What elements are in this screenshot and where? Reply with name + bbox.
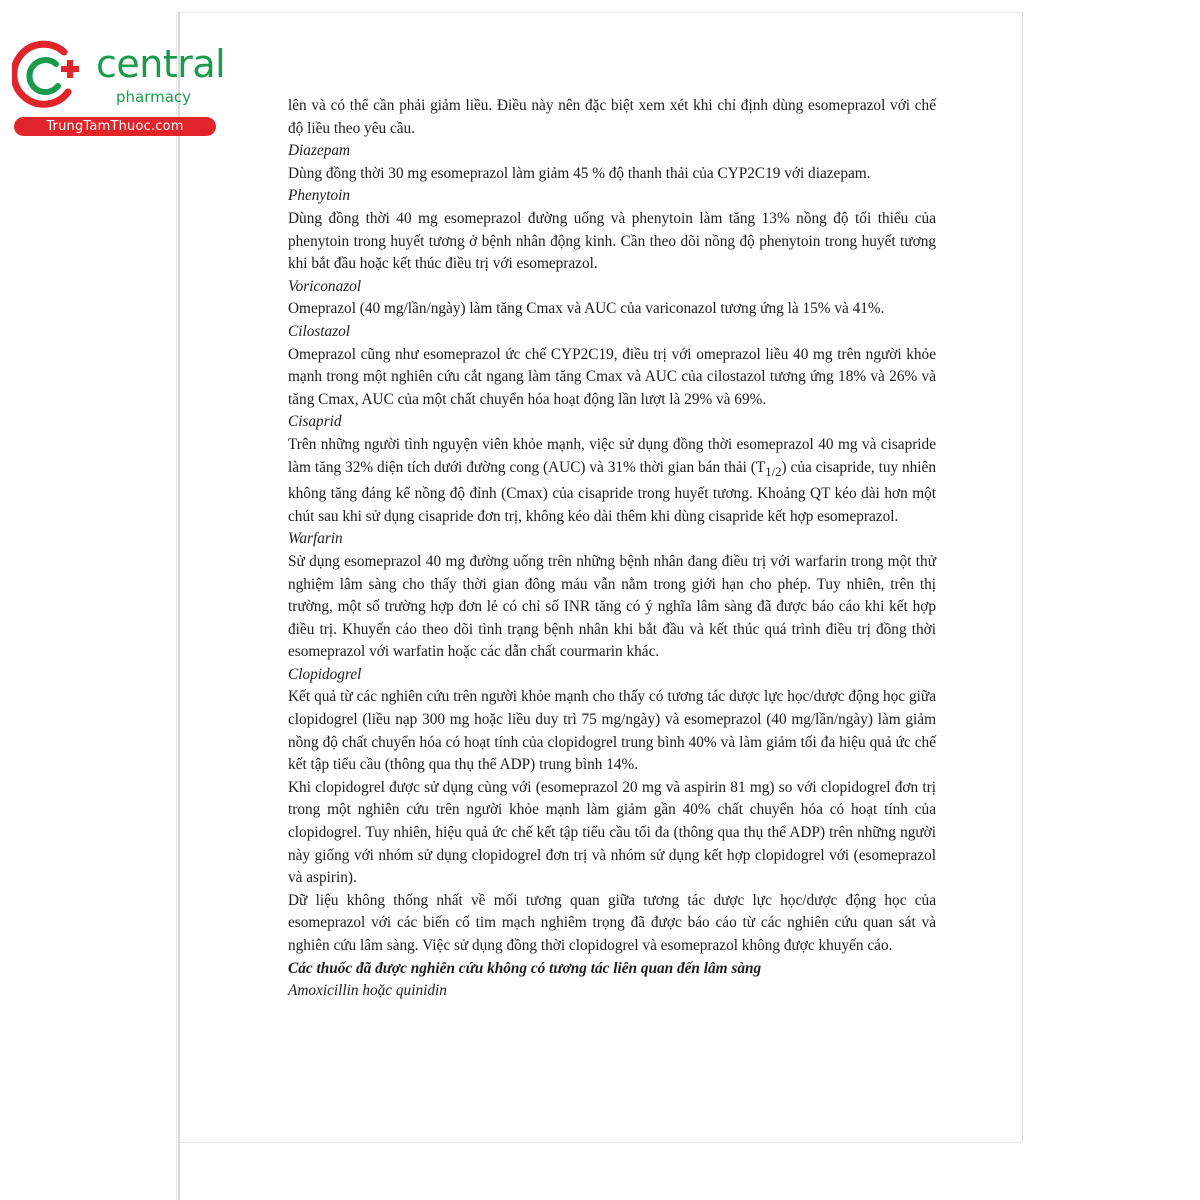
section-heading-bold: Các thuốc đã được nghiên cứu không có tương tác liên quan đến lâm sàng	[288, 959, 762, 977]
section-heading: Cilostazol	[288, 322, 351, 340]
scan-edge	[176, 12, 177, 1200]
logo-brand: central	[96, 42, 226, 86]
logo-site-link[interactable]: TrungTamThuoc.com	[14, 117, 216, 136]
scan-edge	[180, 12, 1022, 13]
central-pharmacy-logo[interactable]	[8, 36, 226, 136]
scan-edge	[180, 1142, 1022, 1143]
paragraph: Khi clopidogrel được sử dụng cùng với (esomeprazol 20 mg và aspirin 81 mg) so với clopidogrel đơn trị trong một nghiên cứu trên người khỏe mạnh làm giảm gần 40% chất chuyển hóa có hoạt tính của clopidogrel. Tuy nhiên, hiệu quả ức chế kết tập tiểu cầu tối đa (thông qua thụ thể ADP) trên những người này giống với nhóm sử dụng clopidogrel đơn trị và nhóm sử dụng kết hợp clopidogrel với (esomeprazol và aspirin).	[288, 778, 936, 887]
paragraph-text: Trên những người tình nguyện viên khỏe mạnh, việc sử dụng đồng thời esomeprazol 40 mg và cisapride làm tăng 32% diện tích dưới đường cong (AUC) và 31% thời gian bán thải (T	[288, 435, 936, 476]
scan-edge	[1022, 12, 1023, 1142]
section-heading: Warfarin	[288, 530, 343, 548]
section-heading: Clopidogrel	[288, 665, 362, 683]
paragraph: lên và có thể cần phải giảm liều. Điều này nên đặc biệt xem xét khi chỉ định dùng esomeprazol với chế độ liều theo yêu cầu.	[288, 97, 936, 137]
section-heading: Cisaprid	[288, 413, 342, 431]
logo-subtitle: pharmacy	[116, 88, 192, 106]
section-heading: Amoxicillin hoặc quinidin	[288, 982, 447, 1000]
section-heading: Diazepam	[288, 142, 351, 160]
paragraph: Omeprazol cũng như esomeprazol ức chế CYP2C19, điều trị với omeprazol liều 40 mg trên người khỏe mạnh trong một nghiên cứu cắt ngang làm tăng Cmax và AUC của cilostazol tương ứng 18% và 26% và tăng Cmax, AUC của một chất chuyển hóa hoạt động lần lượt là 29% và 69%.	[288, 345, 936, 408]
paragraph: Dùng đồng thời 40 mg esomeprazol đường uống và phenytoin làm tăng 13% nồng độ tối thiểu của phenytoin trong huyết tương ở bệnh nhân động kinh. Cần theo dõi nồng độ phenytoin trong huyết tương khi bắt đầu hoặc kết thúc điều trị với esomeprazol.	[288, 209, 936, 273]
subscript: 1/2	[765, 464, 782, 479]
section-heading: Voriconazol	[288, 277, 362, 295]
section-heading: Phenytoin	[288, 187, 351, 205]
paragraph	[288, 434, 936, 528]
scan-edge	[178, 12, 180, 1200]
paragraph-text: ) của cisapride, tuy nhiên không tăng đáng kể nồng độ đỉnh (Cmax) của cisapride trong huyết tương. Khoảng QT kéo dài hơn một chút sau khi sử dụng cisapride đơn trị, không kéo dài thêm khi dùng cisapride kết hợp esomeprazol.	[288, 458, 936, 525]
paragraph: Omeprazol (40 mg/lần/ngày) làm tăng Cmax và AUC của variconazol tương ứng là 15% và 41%.	[288, 300, 885, 318]
paragraph: Kết quả từ các nghiên cứu trên người khỏe mạnh cho thấy có tương tác dược lực học/dược động học giữa clopidogrel (liều nạp 300 mg hoặc liều duy trì 75 mg/ngày) và esomeprazol (40 mg/lần/ngày) làm giảm nồng độ chất chuyển hóa có hoạt tính của clopidogrel trung bình 40% và làm giảm tối đa hiệu quả ức chế kết tập tiểu cầu (thông qua thụ thể ADP) trung bình 14%.	[288, 688, 936, 774]
paragraph: Dùng đồng thời 30 mg esomeprazol làm giảm 45 % độ thanh thải của CYP2C19 với diazepam.	[288, 164, 871, 182]
paragraph: Sử dụng esomeprazol 40 mg đường uống trên những bệnh nhân đang điều trị với warfarin trong một thử nghiệm lâm sàng cho thấy thời gian đông máu vẫn nằm trong giới hạn cho phép. Tuy nhiên, trên thị trường, một số trường hợp đơn lẻ có chỉ số INR tăng có ý nghĩa lâm sàng đã được báo cáo khi kết hợp điều trị. Khuyến cáo theo dõi tình trạng bệnh nhân khi bắt đầu và kết thúc quá trình điều trị đồng thời esomeprazol với warfatin hoặc các dẫn chất courmarin khác.	[288, 552, 936, 661]
pharmacy-cross-icon	[12, 40, 86, 110]
paragraph: Dữ liệu không thống nhất về mối tương quan giữa tương tác dược lực học/dược động học của esomeprazol với các biến cố tim mạch nghiêm trọng đã được báo cáo từ các nghiên cứu quan sát và nghiên cứu lâm sàng. Việc sử dụng đồng thời clopidogrel và esomeprazol không được khuyến cáo.	[288, 891, 936, 955]
document-page	[288, 95, 936, 1003]
